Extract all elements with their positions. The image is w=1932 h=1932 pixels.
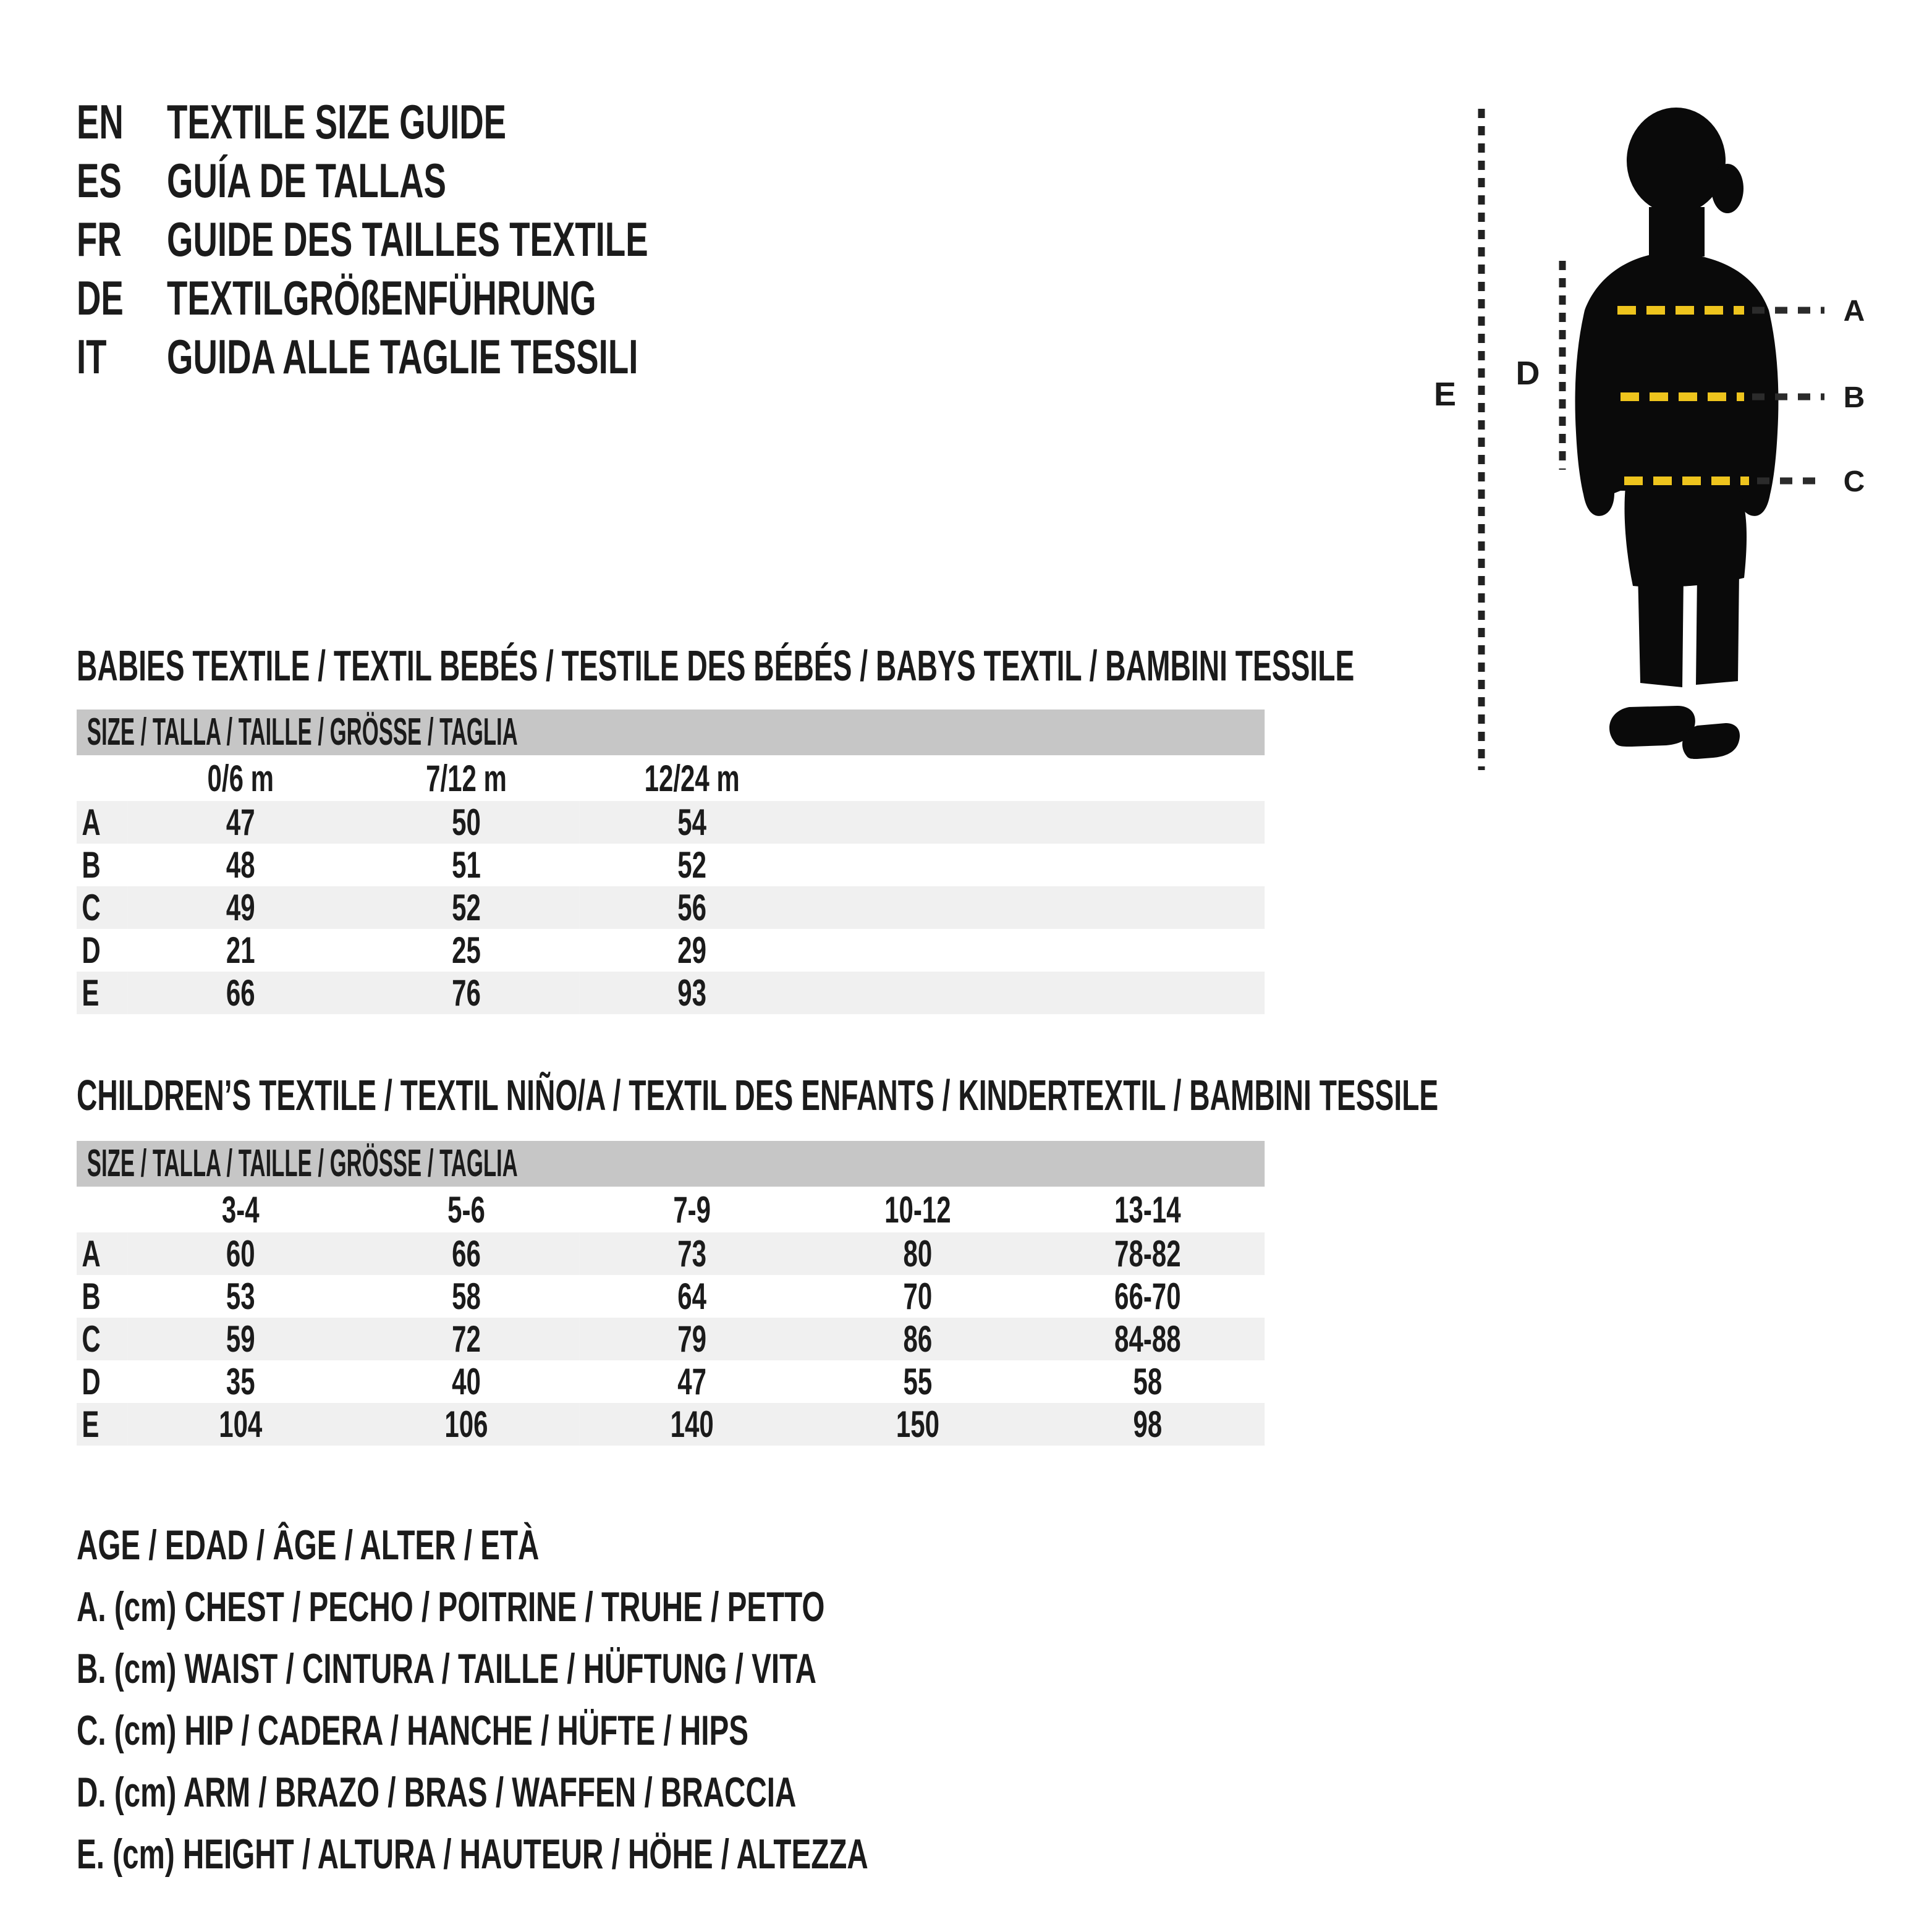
size-value-cell: 29	[677, 930, 707, 971]
size-value-cell: 55	[903, 1361, 933, 1402]
empty-cell	[805, 972, 1030, 1014]
empty-cell	[77, 755, 128, 801]
silhouette-neck	[1649, 207, 1705, 256]
language-row-en	[77, 93, 1066, 151]
babies-size-header-text: SIZE / TALLA / TAILLE / GRÖSSE / TAGLIA	[87, 711, 518, 753]
size-value-cell: 56	[677, 887, 707, 928]
diagram-label-C: C	[1843, 465, 1865, 498]
legend-text: C. (cm) HIP / CADERA / HANCHE / HÜFTE / HIPS	[77, 1707, 748, 1754]
language-code: FR	[77, 212, 122, 266]
size-value-cell: 93	[677, 972, 707, 1014]
language-row-it	[77, 328, 1066, 386]
size-value-cell: 50	[452, 802, 481, 843]
size-value-cell: 78-82	[1114, 1233, 1181, 1274]
size-value-cell: 47	[677, 1361, 707, 1402]
children-size-table	[77, 1187, 1265, 1446]
table-row	[77, 1232, 1265, 1275]
column-header: 0/6 m	[207, 757, 274, 799]
size-value-cell: 150	[896, 1404, 939, 1445]
size-value-cell: 58	[452, 1276, 481, 1317]
legend-text: D. (cm) ARM / BRAZO / BRAS / WAFFEN / BRACCIA	[77, 1769, 797, 1816]
table-row	[77, 886, 1265, 929]
row-label: A	[82, 802, 101, 843]
measurement-legend	[77, 1514, 1375, 1885]
empty-cell	[1031, 755, 1265, 801]
column-header: 7/12 m	[426, 757, 507, 799]
empty-cell	[805, 886, 1030, 929]
guide-title-en: TEXTILE SIZE GUIDE	[167, 95, 507, 149]
row-label: C	[82, 887, 101, 928]
row-label: E	[82, 1404, 100, 1445]
table-row	[77, 1275, 1265, 1318]
babies-section-title-text: BABIES TEXTILE / TEXTIL BEBÉS / TESTILE DES BÉBÉS / BABYS TEXTIL / BAMBINI TESSILE	[77, 642, 1355, 690]
empty-cell	[1031, 929, 1265, 972]
column-header: 7-9	[673, 1188, 711, 1231]
diagram-label-B: B	[1843, 381, 1865, 414]
size-value-cell: 72	[452, 1318, 481, 1360]
size-value-cell: 58	[1133, 1361, 1163, 1402]
guide-title-it: GUIDA ALLE TAGLIE TESSILI	[167, 329, 638, 384]
empty-cell	[805, 844, 1030, 886]
legend-line-hip	[77, 1700, 1375, 1761]
row-label: A	[82, 1233, 101, 1274]
table-row	[77, 844, 1265, 886]
size-value-cell: 49	[226, 887, 255, 928]
column-header: 5-6	[447, 1188, 485, 1231]
row-label: E	[82, 972, 100, 1014]
table-row	[77, 1360, 1265, 1403]
table-row	[77, 929, 1265, 972]
language-row-es	[77, 151, 1066, 210]
babies-table-block	[77, 710, 1265, 1014]
empty-cell	[1031, 972, 1265, 1014]
children-table-block	[77, 1141, 1265, 1446]
size-value-cell: 70	[903, 1276, 933, 1317]
silhouette-front-shoe	[1609, 706, 1695, 747]
silhouette-torso-arms	[1575, 252, 1779, 516]
silhouette-head	[1627, 108, 1726, 214]
legend-line-chest	[77, 1576, 1375, 1638]
size-value-cell: 52	[452, 887, 481, 928]
guide-title-fr: GUIDE DES TAILLES TEXTILE	[167, 212, 648, 266]
children-size-header-text: SIZE / TALLA / TAILLE / GRÖSSE / TAGLIA	[87, 1142, 518, 1185]
silhouette-hair	[1711, 164, 1743, 213]
guide-title-de: TEXTILGRÖßENFÜHRUNG	[167, 271, 596, 325]
children-size-header-band	[77, 1141, 1265, 1187]
size-value-cell: 25	[452, 930, 481, 971]
empty-cell	[1031, 801, 1265, 844]
table-row	[77, 972, 1265, 1014]
row-label: D	[82, 1361, 101, 1402]
size-value-cell: 66	[226, 972, 255, 1014]
size-value-cell: 79	[677, 1318, 707, 1360]
size-value-cell: 106	[444, 1404, 488, 1445]
language-row-de	[77, 269, 1066, 328]
size-value-cell: 52	[677, 844, 707, 886]
size-value-cell: 73	[677, 1233, 707, 1274]
column-header: 12/24 m	[644, 757, 740, 799]
row-label: B	[82, 844, 101, 886]
babies-section-title	[77, 643, 1932, 688]
empty-cell	[77, 1187, 128, 1232]
size-value-cell: 76	[452, 972, 481, 1014]
language-code: IT	[77, 329, 107, 384]
size-value-cell: 60	[226, 1233, 255, 1274]
size-value-cell: 66-70	[1114, 1276, 1181, 1317]
silhouette-shorts	[1625, 487, 1747, 587]
language-code: EN	[77, 95, 124, 149]
empty-cell	[805, 755, 1030, 801]
size-value-cell: 80	[903, 1233, 933, 1274]
empty-cell	[1031, 886, 1265, 929]
size-value-cell: 53	[226, 1276, 255, 1317]
babies-size-table	[77, 755, 1265, 1014]
legend-text: AGE / EDAD / ÂGE / ALTER / ETÀ	[77, 1522, 540, 1569]
size-value-cell: 48	[226, 844, 255, 886]
size-value-cell: 40	[452, 1361, 481, 1402]
diagram-label-D: D	[1515, 355, 1540, 392]
size-value-cell: 104	[219, 1404, 263, 1445]
size-value-cell: 51	[452, 844, 481, 886]
empty-cell	[1031, 844, 1265, 886]
size-value-cell: 64	[677, 1276, 707, 1317]
legend-line-waist	[77, 1638, 1375, 1700]
size-value-cell: 59	[226, 1318, 255, 1360]
size-value-cell: 35	[226, 1361, 255, 1402]
table-row	[77, 1403, 1265, 1446]
column-header: 3-4	[221, 1188, 260, 1231]
legend-line-height	[77, 1823, 1375, 1885]
size-value-cell: 54	[677, 802, 707, 843]
babies-size-header-band	[77, 710, 1265, 755]
size-value-cell: 98	[1133, 1404, 1163, 1445]
children-section-title	[77, 1072, 1932, 1118]
row-label: C	[82, 1318, 101, 1360]
language-row-fr	[77, 210, 1066, 269]
language-code: ES	[77, 153, 122, 208]
size-value-cell: 140	[670, 1404, 714, 1445]
diagram-label-A: A	[1843, 295, 1865, 328]
legend-text: E. (cm) HEIGHT / ALTURA / HAUTEUR / HÖHE / ALTEZZA	[77, 1831, 868, 1878]
legend-text: A. (cm) CHEST / PECHO / POITRINE / TRUHE / PETTO	[77, 1583, 825, 1630]
legend-text: B. (cm) WAIST / CINTURA / TAILLE / HÜFTUNG / VITA	[77, 1645, 816, 1692]
language-title-list	[77, 93, 1066, 386]
table-row	[77, 1318, 1265, 1360]
empty-cell	[805, 929, 1030, 972]
size-value-cell: 21	[226, 930, 255, 971]
size-value-cell: 66	[452, 1233, 481, 1274]
column-header: 10-12	[884, 1188, 951, 1231]
diagram-label-E: E	[1433, 376, 1457, 413]
children-section-title-text: CHILDREN’S TEXTILE / TEXTIL NIÑO/A / TEXTIL DES ENFANTS / KINDERTEXTIL / BAMBINI TESSILE	[77, 1071, 1439, 1119]
row-label: D	[82, 930, 101, 971]
children-column-header-row	[77, 1187, 1265, 1232]
babies-column-header-row	[77, 755, 1265, 801]
size-value-cell: 47	[226, 802, 255, 843]
empty-cell	[805, 801, 1030, 844]
row-label: B	[82, 1276, 101, 1317]
size-value-cell: 86	[903, 1318, 933, 1360]
table-row	[77, 801, 1265, 844]
legend-line-age	[77, 1514, 1375, 1576]
language-code: DE	[77, 271, 124, 325]
guide-title-es: GUÍA DE TALLAS	[167, 153, 446, 208]
legend-line-arm	[77, 1761, 1375, 1823]
column-header: 13-14	[1114, 1188, 1181, 1231]
size-value-cell: 84-88	[1114, 1318, 1181, 1360]
